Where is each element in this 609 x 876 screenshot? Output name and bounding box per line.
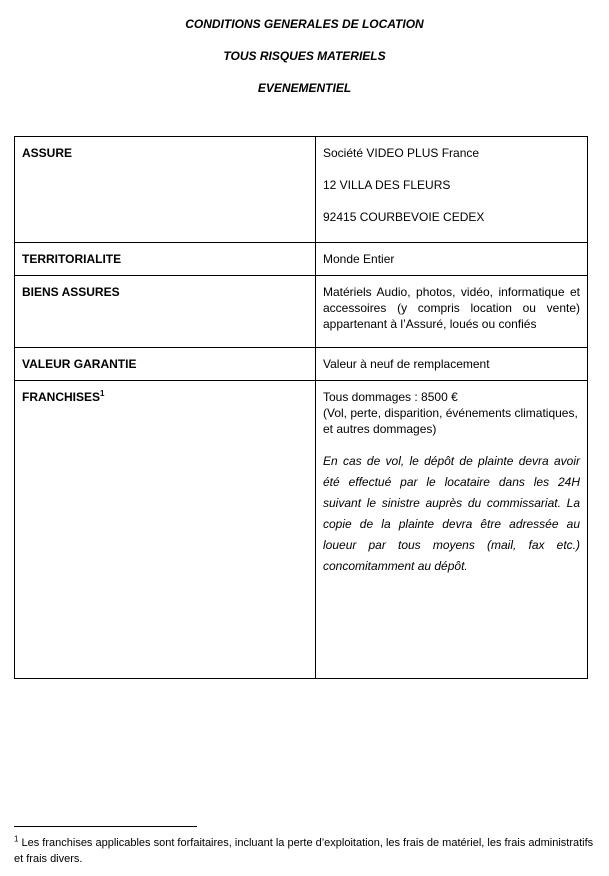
- deductible-amount: Tous dommages : 8500 €: [323, 390, 458, 404]
- theft-procedure-note: En cas de vol, le dépôt de plainte devra avoir été effectué par le locataire dans les 24H suivant le sinistre auprès du commissariat. La copie de la plainte devra être adressée au loueur par tous moyens (mail, fax etc.) concomitamment au dépôt.: [323, 454, 580, 573]
- territorialite-value: Monde Entier: [316, 243, 588, 276]
- footnote: [14, 835, 605, 867]
- table-row-assure: [15, 137, 588, 243]
- document-category: EVENEMENTIEL: [257, 81, 352, 95]
- footnote-reference[interactable]: 1: [100, 389, 105, 398]
- biens-assures-value: Matériels Audio, photos, vidéo, informatique et accessoires (y compris location ou vente) appartenant à l’Assuré, loués ou confiés: [316, 276, 588, 348]
- document-subtitle: TOUS RISQUES MATERIELS: [223, 49, 386, 63]
- territorialite-label: TERRITORIALITE: [15, 243, 316, 276]
- valeur-garantie-label: VALEUR GARANTIE: [15, 348, 316, 381]
- franchises-value: [316, 381, 588, 679]
- insured-address-city: 92415 COURBEVOIE CEDEX: [323, 210, 485, 224]
- biens-assures-label: BIENS ASSURES: [15, 276, 316, 348]
- insured-company: Société VIDEO PLUS France: [323, 146, 480, 160]
- franchises-label-cell: [15, 381, 316, 679]
- table-row-biens-assures: [15, 276, 588, 348]
- table-row-franchises: [15, 381, 588, 679]
- assure-label: ASSURE: [15, 137, 316, 243]
- franchises-label: FRANCHISES: [22, 390, 101, 404]
- deductible-scope: (Vol, perte, disparition, événements climatiques, et autres dommages): [323, 406, 578, 436]
- insured-address-street: 12 VILLA DES FLEURS: [323, 178, 451, 192]
- document-title: CONDITIONS GENERALES DE LOCATION: [185, 17, 424, 31]
- table-row-territorialite: [15, 243, 588, 276]
- footnote-separator: [14, 826, 197, 827]
- footnote-marker: 1: [14, 834, 19, 844]
- valeur-garantie-value: Valeur à neuf de remplacement: [316, 348, 588, 381]
- table-row-valeur-garantie: [15, 348, 588, 381]
- footnote-text: Les franchises applicables sont forfaitaires, incluant la perte d’exploitation, les frais de matériel, les frais administratifs et frais divers.: [14, 837, 594, 865]
- assure-value: [316, 137, 588, 243]
- conditions-table: [14, 136, 588, 679]
